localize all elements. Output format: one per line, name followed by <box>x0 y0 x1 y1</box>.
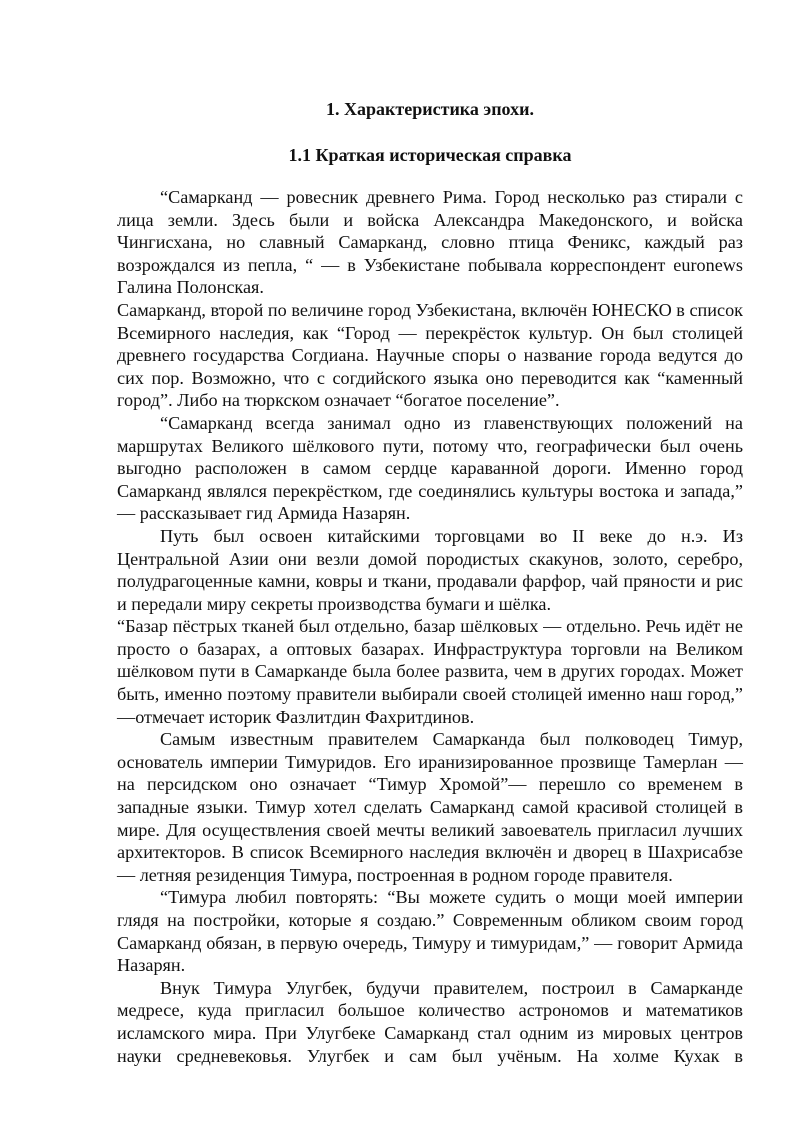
body-text <box>117 186 743 1067</box>
subsection-heading: 1.1 Краткая историческая справка <box>288 145 572 165</box>
paragraph-2: Самарканд, второй по величине город Узбекистана, включён ЮНЕСКО в список Всемирного наследия, как “Город — перекрёсток культур. Он был столицей древнего государства Согдиана. Научные споры о название города ведутся до сих пор. Возможно, что с согдийского языка оно переводится как “каменный город”. Либо на тюркском означает “богатое поселение”. <box>117 299 743 411</box>
paragraph-4: Путь был освоен китайскими торговцами во II веке до н.э. Из Центральной Азии они везли домой породистых скакунов, золото, серебро, полудрагоценные камни, ковры и ткани, продавали фарфор, чай пряности и рис и передали миру секреты производства бумаги и шёлка. <box>117 525 743 614</box>
paragraph-6: Самым известным правителем Самарканда был полководец Тимур, основатель империи Тимуридов. Его иранизированное прозвище Тамерлан — на персидском оно означает “Тимур Хромой”— перешло со временем в западные языки. Тимур хотел сделать Самарканд самой красивой столицей в мире. Для осуществления своей мечты великий завоеватель пригласил лучших архитекторов. В список Всемирного наследия включён и дворец в Шахрисабзе — летняя резиденция Тимура, построенная в родном городе правителя. <box>117 729 743 885</box>
paragraph-5: “Базар пёстрых тканей был отдельно, базар шёлковых — отдельно. Речь идёт не просто о базарах, а оптовых базарах. Инфраструктура торговли на Великом шёлковом пути в Самарканде была более развита, чем в других городах. Может быть, именно поэтому правители выбирали своей столицей именно наш город,” —отмечает историк Фазлитдин Фахритдинов. <box>117 616 743 727</box>
paragraph-7: “Тимура любил повторять: “Вы можете судить о мощи моей империи глядя на постройки, которые я создаю.” Современным обликом своим город Самарканд обязан, в первую очередь, Тимуру и тимуридам,” — говорит Армида Назарян. <box>117 887 743 976</box>
paragraph-3: “Самарканд всегда занимал одно из главенствующих положений на маршрутах Великого шёлкового пути, потому что, географически был очень выгодно расположен в самом сердце караванной дороги. Именно город Самарканд являлся перекрёстком, где соединялись культуры востока и запада,” — рассказывает гид Армида Назарян. <box>117 412 743 524</box>
section-heading: 1. Характеристика эпохи. <box>326 99 534 119</box>
paragraph-8: Внук Тимура Улугбек, будучи правителем, построил в Самарканде медресе, куда пригласил большое количество астрономов и математиков исламского мира. При Улугбеке Самарканд стал одним из мировых центров науки средневековья. Улугбек и сам был учёным. На холме Кухак в <box>117 977 743 1066</box>
paragraph-1: “Самарканд — ровесник древнего Рима. Город несколько раз стирали с лица земли. Здесь были и войска Александра Македонского, и войска Чингисхана, но славный Самарканд, словно птица Феникс, каждый раз возрождался из пепла, “ — в Узбекистане побывала корреспондент euronews Галина Полонская. <box>117 187 743 298</box>
